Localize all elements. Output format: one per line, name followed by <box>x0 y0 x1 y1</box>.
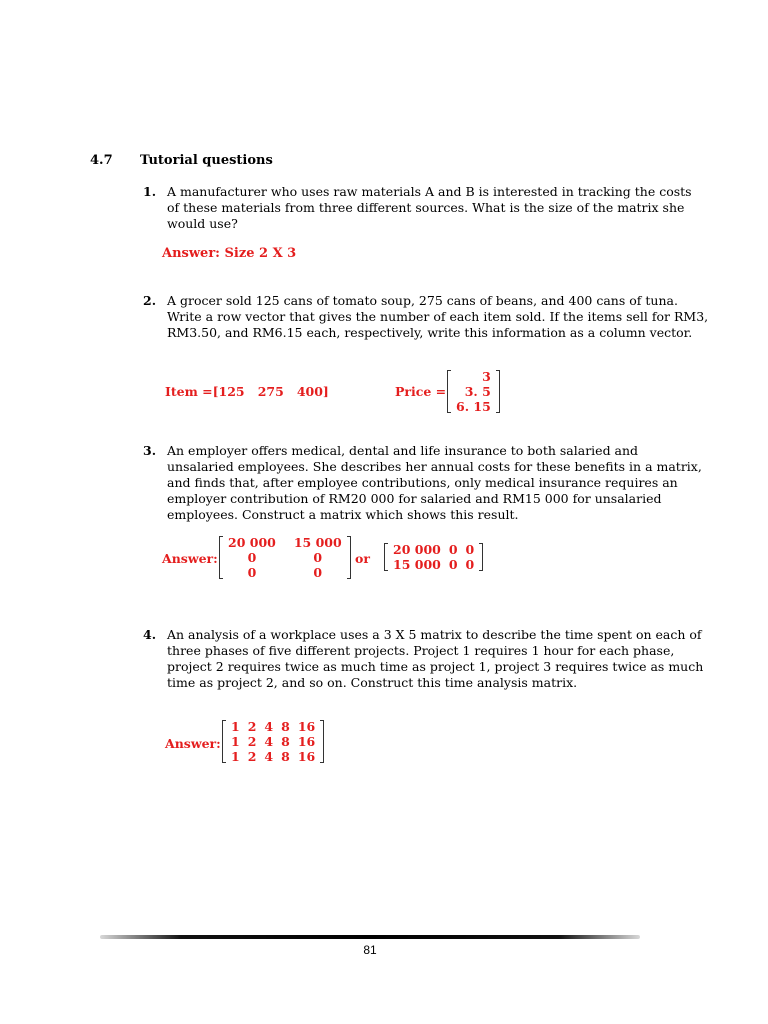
question-3-line: unsalaried employees. She describes her annual costs for these benefits in a matrix, <box>167 459 702 474</box>
matrix-cell: 16 <box>297 749 316 764</box>
section-number: 4.7 <box>90 153 113 168</box>
matrix-cell: 0 <box>465 557 475 572</box>
question-1-text <box>167 184 692 232</box>
question-3-answer-label: Answer: <box>162 551 218 566</box>
price-label: Price = <box>395 384 447 399</box>
matrix-cell: 8 <box>281 749 290 764</box>
question-4-line: time as project 2, and so on. Construct this time analysis matrix. <box>167 675 578 690</box>
matrix-cell: 20 000 <box>393 542 441 557</box>
question-3-line: and finds that, after employee contributions, only medical insurance requires an <box>167 475 678 490</box>
footer-rule <box>100 935 640 939</box>
matrix-cell: 4 <box>264 719 274 734</box>
question-4-line: three phases of five different projects. Project 1 requires 1 hour for each phase, <box>167 643 675 658</box>
question-2-text <box>167 293 709 341</box>
matrix-cell: 6. 15 <box>456 399 491 414</box>
question-2-line: A grocer sold 125 cans of tomato soup, 275 cans of beans, and 400 cans of tuna. <box>167 293 678 308</box>
matrix-cell: 1 <box>231 749 240 764</box>
or-label: or <box>355 551 370 566</box>
answer-matrix-3x2 <box>219 535 351 580</box>
matrix-cell: 2 <box>247 749 257 764</box>
matrix-cell: 1 <box>231 734 240 749</box>
matrix-cell: 4 <box>264 734 274 749</box>
page-number: 81 <box>363 943 377 957</box>
question-2-line: Write a row vector that gives the number of each item sold. If the items sell for RM3, <box>167 309 709 324</box>
matrix-cell: 15 000 <box>293 535 342 550</box>
question-1-line: would use? <box>167 216 238 231</box>
question-1-line: A manufacturer who uses raw materials A and B is interested in tracking the costs <box>167 184 692 199</box>
answer-matrix-2x3 <box>384 542 483 572</box>
section-title: Tutorial questions <box>140 153 273 168</box>
matrix-cell: 3. 5 <box>464 384 491 399</box>
matrix-cell: 2 <box>247 719 257 734</box>
matrix-cell: 20 000 <box>228 535 276 550</box>
matrix-cell: 8 <box>281 719 290 734</box>
question-3-line: An employer offers medical, dental and life insurance to both salaried and <box>167 443 639 458</box>
matrix-cell: 4 <box>264 749 274 764</box>
question-1-answer: Answer: Size 2 X 3 <box>162 246 297 261</box>
question-4-line: An analysis of a workplace uses a 3 X 5 matrix to describe the time spent on each of <box>167 627 702 642</box>
matrix-cell: 0 <box>465 542 475 557</box>
question-4-text <box>167 627 704 691</box>
item-row-vector: Item =[125 275 400] <box>165 384 329 399</box>
matrix-cell: 16 <box>297 734 316 749</box>
question-4-line: project 2 requires twice as much time as project 1, project 3 requires twice as much <box>167 659 704 674</box>
matrix-cell: 16 <box>297 719 316 734</box>
question-3-text <box>167 443 702 523</box>
question-2-line: RM3.50, and RM6.15 each, respectively, write this information as a column vector. <box>167 325 693 340</box>
matrix-cell: 0 <box>313 565 323 580</box>
question-3-number: 3. <box>143 443 157 458</box>
time-analysis-matrix <box>222 719 324 764</box>
matrix-cell: 0 <box>247 565 257 580</box>
question-1-line: of these materials from three different sources. What is the size of the matrix she <box>167 200 685 215</box>
matrix-cell: 0 <box>247 550 257 565</box>
matrix-cell: 15 000 <box>393 557 441 572</box>
question-4-answer-label: Answer: <box>165 736 221 751</box>
question-3-line: employees. Construct a matrix which shows this result. <box>167 507 519 522</box>
matrix-cell: 1 <box>231 719 240 734</box>
matrix-cell: 8 <box>281 734 290 749</box>
question-4-number: 4. <box>143 627 157 642</box>
question-2-number: 2. <box>143 293 157 308</box>
matrix-cell: 3 <box>482 369 491 384</box>
question-1-number: 1. <box>143 184 157 199</box>
matrix-cell: 0 <box>313 550 323 565</box>
price-column-vector <box>447 369 500 414</box>
question-3-line: employer contribution of RM20 000 for salaried and RM15 000 for unsalaried <box>167 491 662 506</box>
matrix-cell: 0 <box>448 557 458 572</box>
matrix-cell: 0 <box>448 542 458 557</box>
matrix-cell: 2 <box>247 734 257 749</box>
